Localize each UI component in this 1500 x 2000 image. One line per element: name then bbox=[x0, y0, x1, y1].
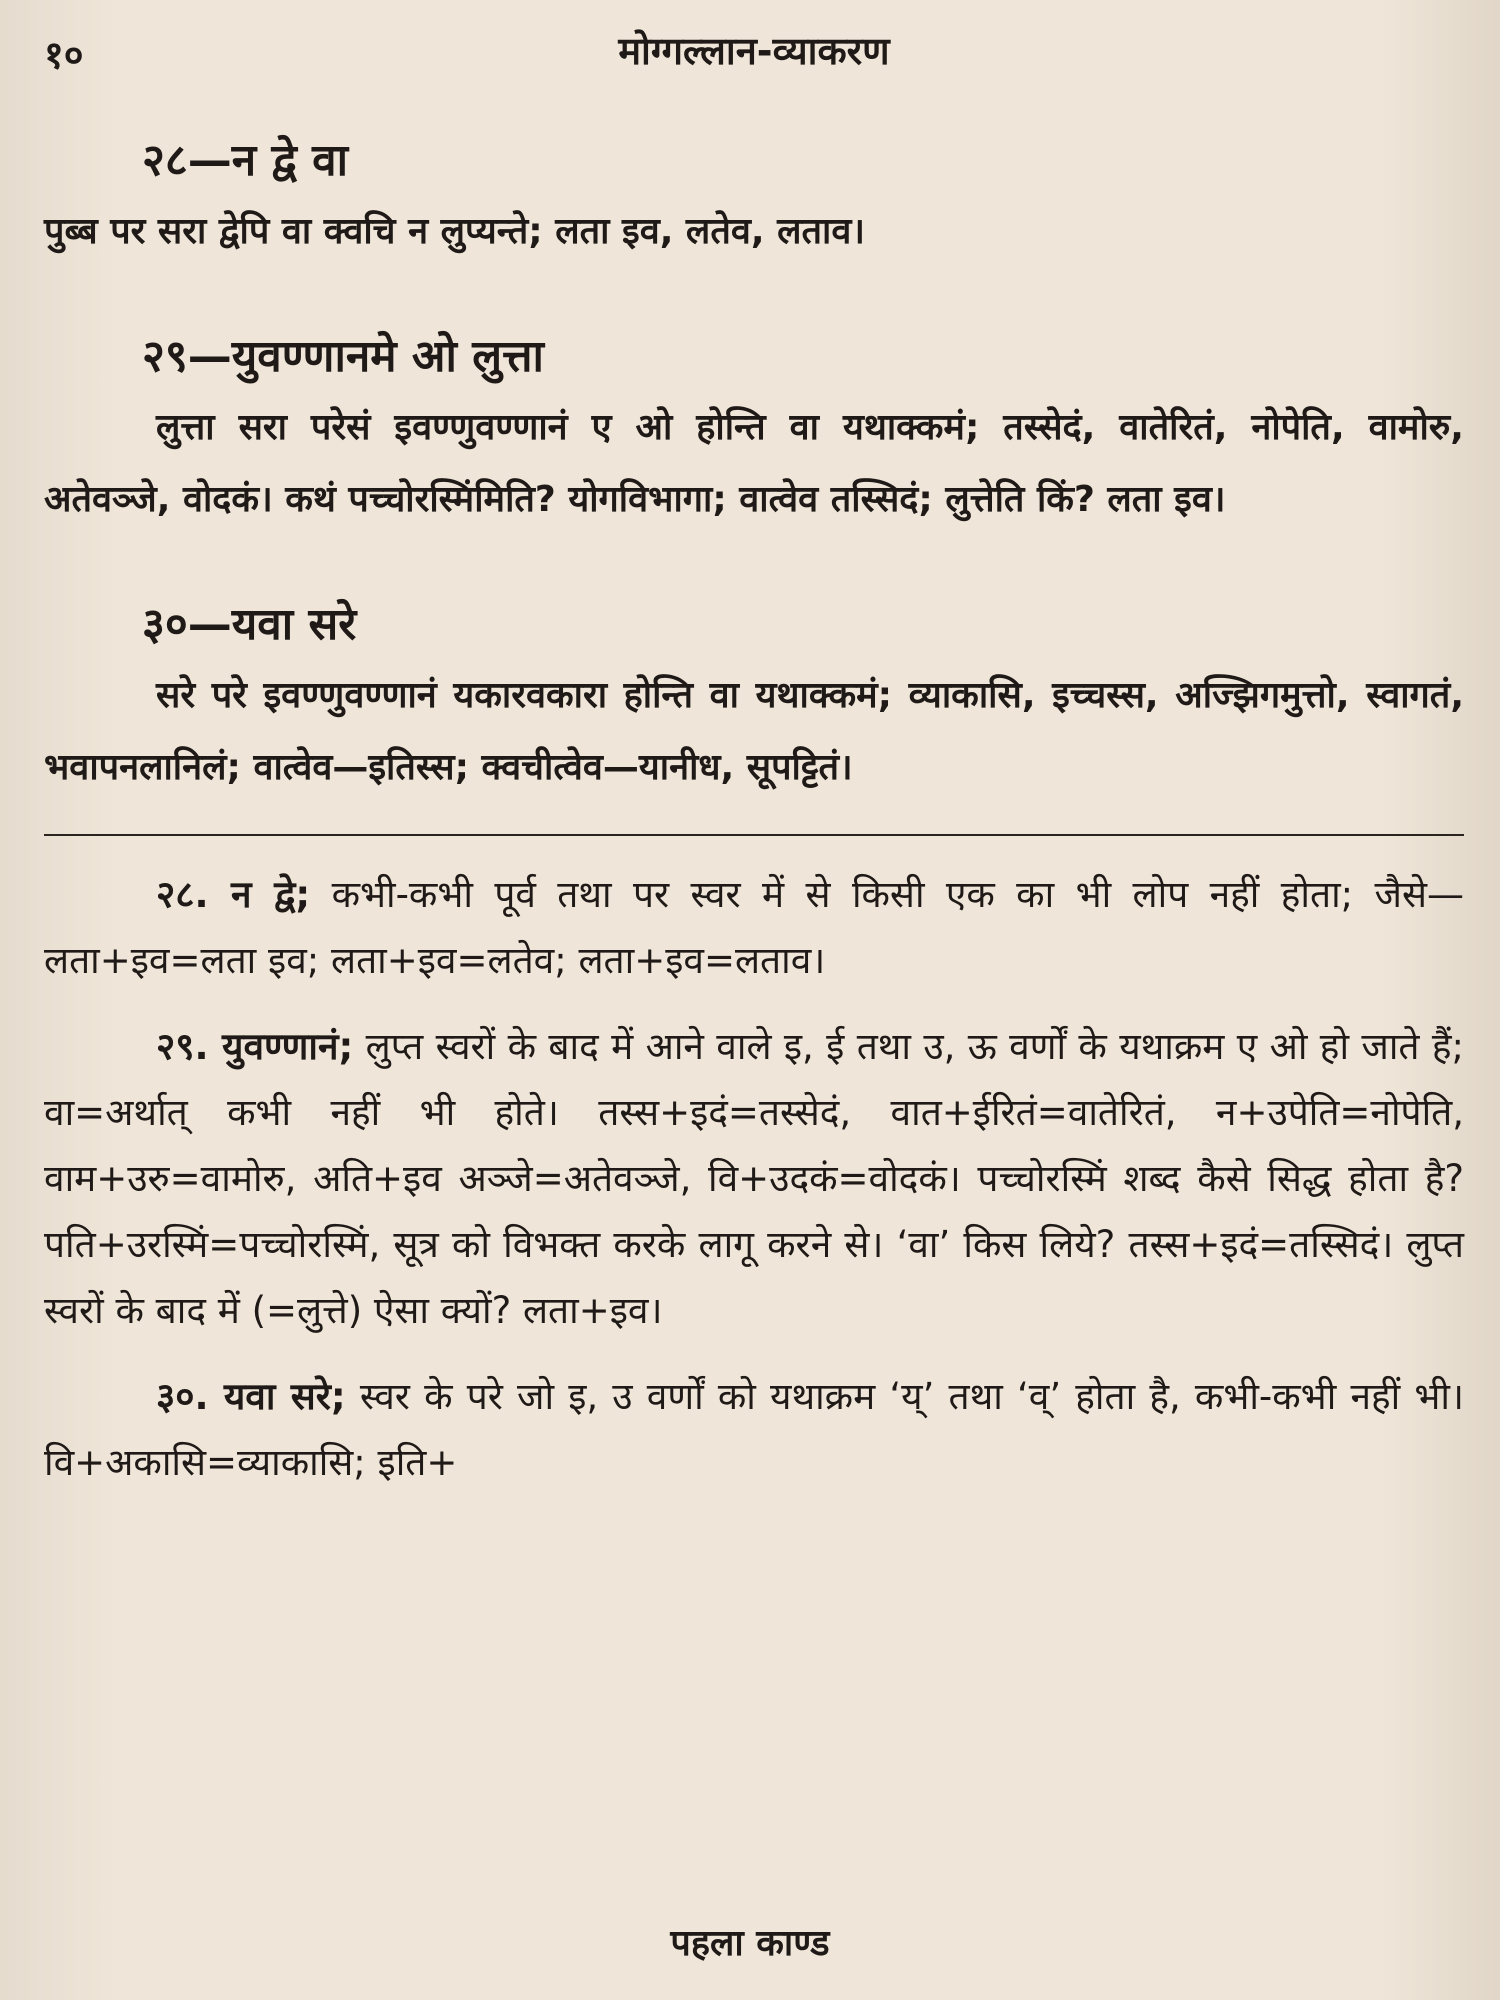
commentary-paragraph-28 bbox=[44, 862, 1464, 994]
section-divider bbox=[44, 834, 1464, 836]
page-number: १० bbox=[44, 33, 84, 77]
commentary-label-29: २९. युवण्णानं; bbox=[156, 1025, 354, 1068]
sutra-text-30: सरे परे इवण्णुवण्णानं यकारवकारा होन्ति वा यथाक्कमं; व्याकासि, इच्चस्स, अज्झिगमुत्तो, स्वागतं, भवापनलानिलं; वात्वेव—इतिस्स; क्वचीत्वेव—यानीध, सूपट्टितं। bbox=[44, 675, 1464, 788]
commentary-paragraph-30 bbox=[44, 1364, 1464, 1496]
sutra-heading-28: २८—न द्वे वा bbox=[142, 135, 348, 186]
sutra-heading-30: ३०—यवा सरे bbox=[142, 599, 357, 650]
sutra-text-28: पुब्ब पर सरा द्वेपि वा क्वचि न लुप्यन्ते; लता इव, लतेव, लताव। bbox=[44, 211, 865, 252]
commentary-29 bbox=[44, 1014, 1464, 1344]
commentary-30 bbox=[44, 1364, 1464, 1496]
page-footer: पहला काण्ड bbox=[670, 1923, 830, 1964]
page-header bbox=[44, 18, 1464, 86]
sutra-30 bbox=[44, 594, 1464, 804]
commentary-28 bbox=[44, 862, 1464, 994]
sutra-28 bbox=[44, 130, 1464, 268]
commentary-label-30: ३०. यवा सरे; bbox=[156, 1375, 346, 1418]
commentary-body-28: कभी-कभी पूर्व तथा पर स्वर में से किसी एक का भी लोप नहीं होता; जैसे—लता+इव=लता इव; लता+इव=लतेव; लता+इव=लताव। bbox=[44, 873, 1465, 982]
running-title: मोग्गल्लान-व्याकरण bbox=[618, 29, 890, 73]
sutra-29 bbox=[44, 326, 1464, 536]
commentary-label-28: २८. न द्वे; bbox=[156, 873, 311, 916]
sutra-heading-29: २९—युवण्णानमे ओ लुत्ता bbox=[142, 331, 544, 382]
commentary-paragraph-29 bbox=[44, 1014, 1464, 1344]
commentary-body-29: लुप्त स्वरों के बाद में आने वाले इ, ई तथा उ, ऊ वर्णों के यथाक्रम ए ओ हो जाते हैं; वा=अर्थात् कभी नहीं भी होते। तस्स+इदं=तस्सेदं, वात+ईरितं=वातेरितं, न+उपेति=नोपेति, वाम+उरु=वामोरु, अति+इव अञ्जे=अतेवञ्जे, वि+उदकं=वोदकं। पच्चोरस्मिं शब्द कैसे सिद्ध होता है? पति+उरस्मिं=पच्चोरस्मिं, सूत्र को विभक्त करके लागू करने से। ‘वा’ किस लिये? तस्स+इदं=तस्सिदं। लुप्त स्वरों के बाद में (=लुत्ते) ऐसा क्यों? लता+इव। bbox=[44, 1025, 1464, 1332]
commentary-body-30: स्वर के परे जो इ, उ वर्णों को यथाक्रम ‘य्’ तथा ‘व्’ होता है, कभी-कभी नहीं भी। वि+अकासि=व्याकासि; इति+ bbox=[44, 1375, 1464, 1484]
sutra-text-29: लुत्ता सरा परेसं इवण्णुवण्णानं ए ओ होन्ति वा यथाक्कमं; तस्सेदं, वातेरितं, नोपेति, वामोरु, अतेवञ्जे, वोदकं। कथं पच्चोरस्मिंमिति? योगविभागा; वात्वेव तस्सिदं; लुत्तेति किं? लता इव। bbox=[44, 407, 1464, 520]
